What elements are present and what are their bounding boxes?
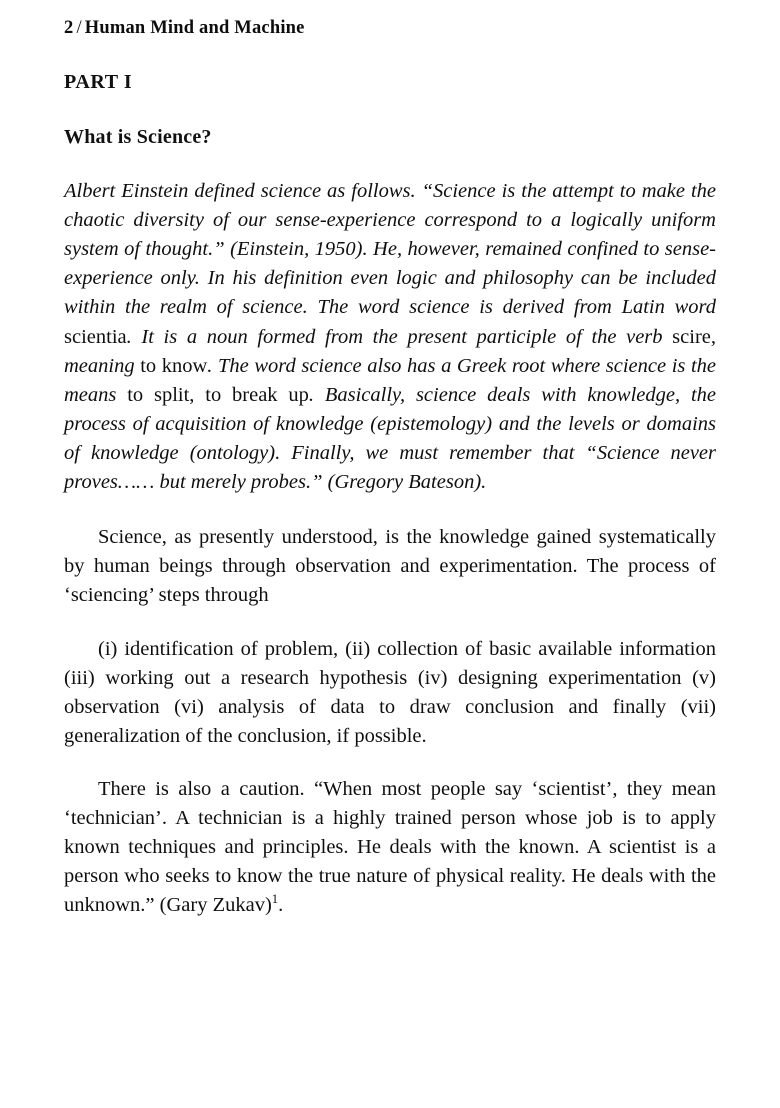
footnote-marker: 1 <box>271 892 279 907</box>
section-heading: What is Science? <box>64 126 212 148</box>
paragraph-science-understood: Science, as presently understood, is the knowledge gained systematically by human beings through observation and experimentation. The process of ‘sciencing’ steps through <box>64 526 716 607</box>
caution-end-punctuation: . <box>278 894 284 917</box>
einstein-tail-text: . The word science also has a Greek root where science is the means <box>64 354 716 406</box>
part-label: PART I <box>64 71 133 93</box>
term-scire: scire <box>672 325 711 348</box>
term-to-split: to split, to break up <box>127 383 309 406</box>
einstein-after-scire-text: , meaning <box>64 325 716 377</box>
paragraph-einstein-definition <box>64 177 716 497</box>
paragraph-caution <box>64 775 716 921</box>
caution-text: There is also a caution. “When most people say ‘scientist’, they mean ‘technician’. A technician is a highly trained person whose job is to apply known techniques and principles. He deals with the known. A scientist is a person who seeks to know the true nature of physical reality. He deals with the unknown.” (Gary Zukav) <box>64 777 716 917</box>
running-head-title: Human Mind and Machine <box>84 18 305 38</box>
term-to-know: to know <box>140 354 208 377</box>
paragraph-science-steps: (i) identification of problem, (ii) collection of basic available information (iii) working out a research hypothesis (iv) designing experimentation (v) observation (vi) analysis of data to draw conclusion and finally (vii) generalization of the conclusion, if possible. <box>64 637 716 747</box>
term-scientia: scientia <box>64 325 127 348</box>
running-head-separator: / <box>76 18 82 38</box>
einstein-mid-text: . It is a noun formed from the present participle of the verb <box>126 325 673 348</box>
einstein-lead-text: Albert Einstein defined science as follows. “Science is the attempt to make the chaotic diversity of our sense-experience correspond to a logically uniform system of thought.” (Einstein, 1950). He, however, remained confined to sense-experience only. In his definition even logic and philosophy can be included within the realm of science. The word science is derived from Latin word <box>64 180 716 319</box>
running-head <box>64 14 716 39</box>
einstein-end-text: . Basically, science deals with knowledge, the process of acquisition of knowledge (epistemology) and the levels or domains of knowledge (ontology). Finally, we must remember that “Science never proves…… but merely probes.” (Gregory Bateson). <box>64 383 716 494</box>
page-number: 2 <box>64 18 74 38</box>
